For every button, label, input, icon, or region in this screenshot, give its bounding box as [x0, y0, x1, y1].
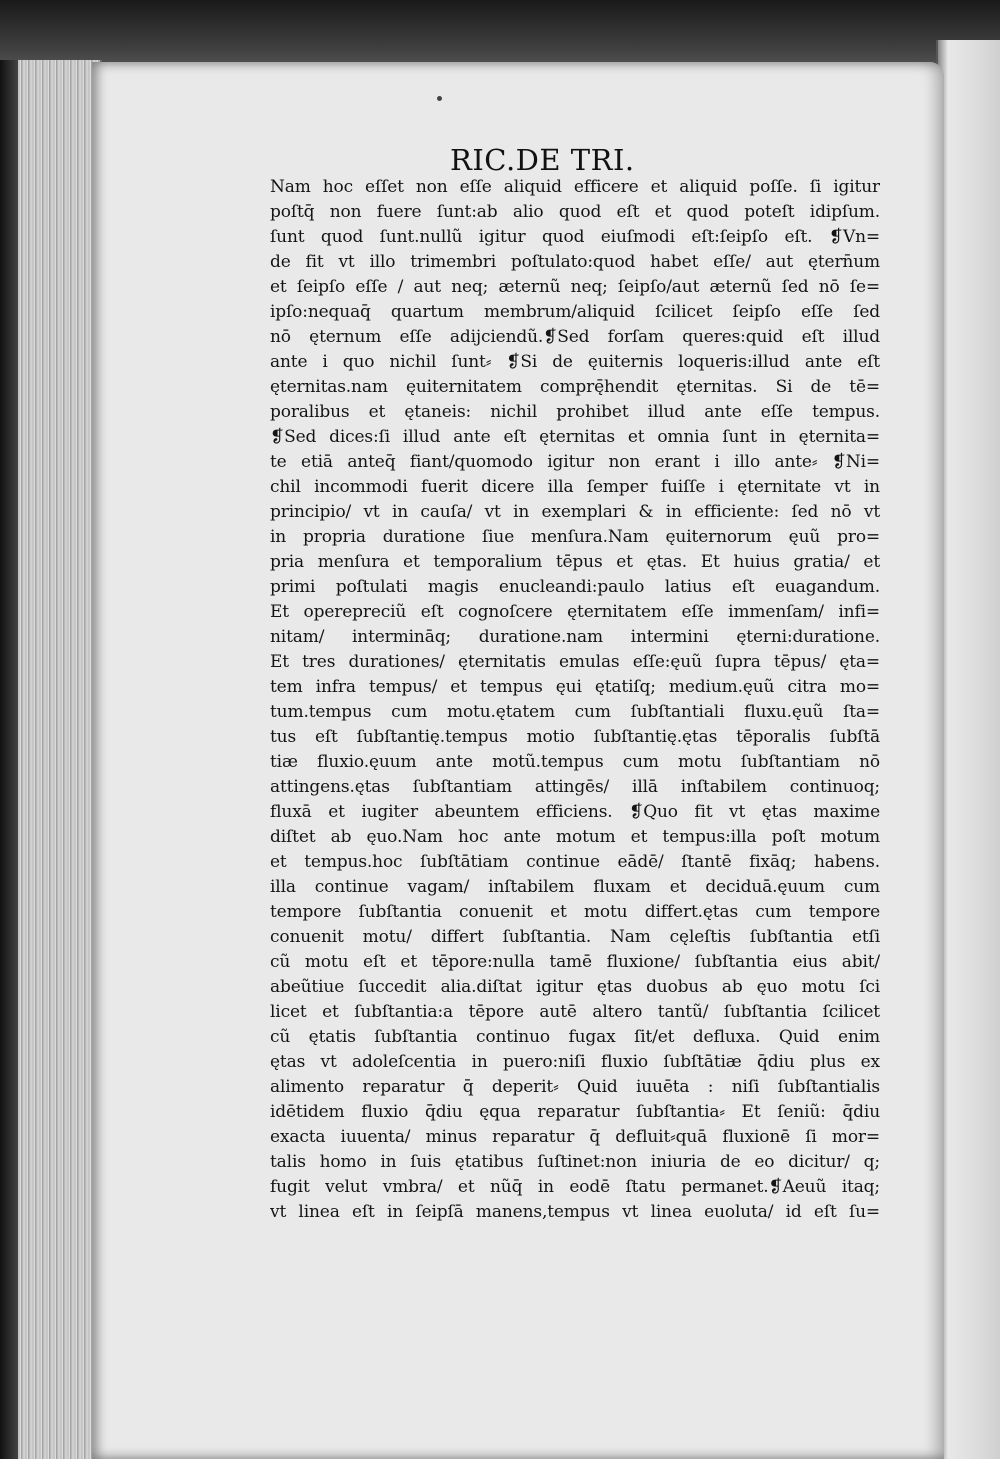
text-line: cũ motu eſt et tēpore:nulla tamē fluxione/ ſubſtantia eius abit/: [270, 952, 880, 972]
text-line: cũ ętatis ſubſtantia continuo fugax ſit/et defluxa. Quid enim: [270, 1027, 880, 1047]
text-line: Et operepreciũ eſt cognoſcere ęternitatem eſſe immenſam/ infi=: [270, 602, 880, 622]
text-line: chil incommodi fuerit dicere illa ſemper fuiſſe i ęternitate vt in: [270, 477, 880, 497]
text-line: tus eſt ſubſtantię.tempus motio ſubſtantię.ętas tēporalis ſubſtā: [270, 727, 880, 747]
text-line: diſtet ab ęuo.Nam hoc ante motum et tempus:illa poſt motum: [270, 827, 880, 847]
text-line: pria menſura et temporalium tēpus et ętas. Et huius gratia/ et: [270, 552, 880, 572]
text-line: Et tres durationes/ ęternitatis emulas eſſe:ęuũ ſupra tēpus/ ęta=: [270, 652, 880, 672]
text-line: poralibus et ętaneis: nichil prohibet illud ante eſſe tempus.: [270, 402, 880, 422]
text-line: de fit vt illo trimembri poſtulato:quod habet eſſe/ aut ętern̄um: [270, 252, 880, 272]
text-column: [270, 175, 880, 1225]
text-line: conuenit motu/ differt ſubſtantia. Nam cęleſtis ſubſtantia etſi: [270, 927, 880, 947]
text-line: fugit velut vmbra/ et nũq̄ in eodē ſtatu permanet.❡Aeuũ itaq;: [270, 1177, 880, 1197]
text-line: ❡Sed dices:ſi illud ante eſt ęternitas et omnia ſunt in ęternita=: [270, 427, 880, 447]
text-line: in propria duratione ſiue menſura.Nam ęuiternorum ęuũ pro=: [270, 527, 880, 547]
text-line: ipſo:nequaq̄ quartum membrum/aliquid ſcilicet ſeipſo eſſe ſed: [270, 302, 880, 322]
book-edge-shadow: [0, 60, 18, 1459]
text-line: ęternitas.nam ęuiternitatem comprę̄hendit ęternitas. Si de tē=: [270, 377, 880, 397]
text-line: nō ęternum eſſe adijciendũ.❡Sed forſam queres:quid eſt illud: [270, 327, 880, 347]
text-line: vt linea eſt in ſeipſā manens,tempus vt linea euoluta/ id eſt ſu=: [270, 1202, 880, 1222]
text-line: fluxā et iugiter abeuntem efficiens. ❡Quo fit vt ętas maxime: [270, 802, 880, 822]
facing-page-edge: [936, 40, 1000, 1459]
text-line: primi poſtulati magis enucleandi:paulo latius eſt euagandum.: [270, 577, 880, 597]
text-line: abeũtiue ſuccedit alia.diſtat igitur ętas duobus ab ęuo motu ſci: [270, 977, 880, 997]
text-line: exacta iuuenta/ minus reparatur q̄ defluit⸗quā fluxionē ſi mor=: [270, 1127, 880, 1147]
text-line: ſunt quod ſunt.nullũ igitur quod eiuſmodi eſt:ſeipſo eſt. ❡Vn=: [270, 227, 880, 247]
text-line: et tempus.hoc ſubſtātiam continue eādē/ ſtantē fixāq; habens.: [270, 852, 880, 872]
text-line: principio/ vt in cauſa/ vt in exemplari & in efficiente: ſed nō vt: [270, 502, 880, 522]
text-line: te etiā anteq̄ fiant/quomodo igitur non erant i illo ante⸗ ❡Ni=: [270, 452, 880, 472]
text-line: poſtq̄ non fuere ſunt:ab alio quod eſt et quod poteſt idipſum.: [270, 202, 880, 222]
text-line: alimento reparatur q̄ deperit⸗ Quid iuuēta : niſi ſubſtantialis: [270, 1077, 880, 1097]
book-binding-top: [0, 0, 1000, 70]
text-line: ante i quo nichil ſunt⸗ ❡Si de ęuiternis loqueris:illud ante eſt: [270, 352, 880, 372]
text-line: ętas vt adoleſcentia in puero:niſi fluxio ſubſtātiæ q̄diu plus ex: [270, 1052, 880, 1072]
ink-speck: [437, 96, 442, 101]
text-line: Nam hoc eſſet non eſſe aliquid efficere et aliquid poſſe. ſi igitur: [270, 177, 880, 197]
text-line: et ſeipſo eſſe / aut neq; æternũ neq; ſeipſo/aut æternũ ſed nō ſe=: [270, 277, 880, 297]
text-line: idētidem fluxio q̄diu ęqua reparatur ſubſtantia⸗ Et ſeniũ: q̄diu: [270, 1102, 880, 1122]
text-line: illa continue vagam/ inſtabilem fluxam et deciduā.ęuum cum: [270, 877, 880, 897]
running-head: RIC.DE TRI.: [450, 143, 635, 177]
text-line: tum.tempus cum motu.ętatem cum ſubſtantiali fluxu.ęuũ ſta=: [270, 702, 880, 722]
text-line: tempore ſubſtantia conuenit et motu differt.ętas cum tempore: [270, 902, 880, 922]
text-line: tem infra tempus/ et tempus ęui ętatiſq; medium.ęuũ citra mo=: [270, 677, 880, 697]
text-line: tiæ fluxio.ęuum ante motũ.tempus cum motu ſubſtantiam nō: [270, 752, 880, 772]
text-line: nitam/ intermināq; duratione.nam intermini ęterni:duratione.: [270, 627, 880, 647]
text-line: attingens.ętas ſubſtantiam attingēs/ illā inſtabilem continuoq;: [270, 777, 880, 797]
text-line: talis homo in ſuis ętatibus ſuſtinet:non iniuria de eo dicitur/ q;: [270, 1152, 880, 1172]
text-line: licet et ſubſtantia:a tēpore autē altero tantũ/ ſubſtantia ſcilicet: [270, 1002, 880, 1022]
